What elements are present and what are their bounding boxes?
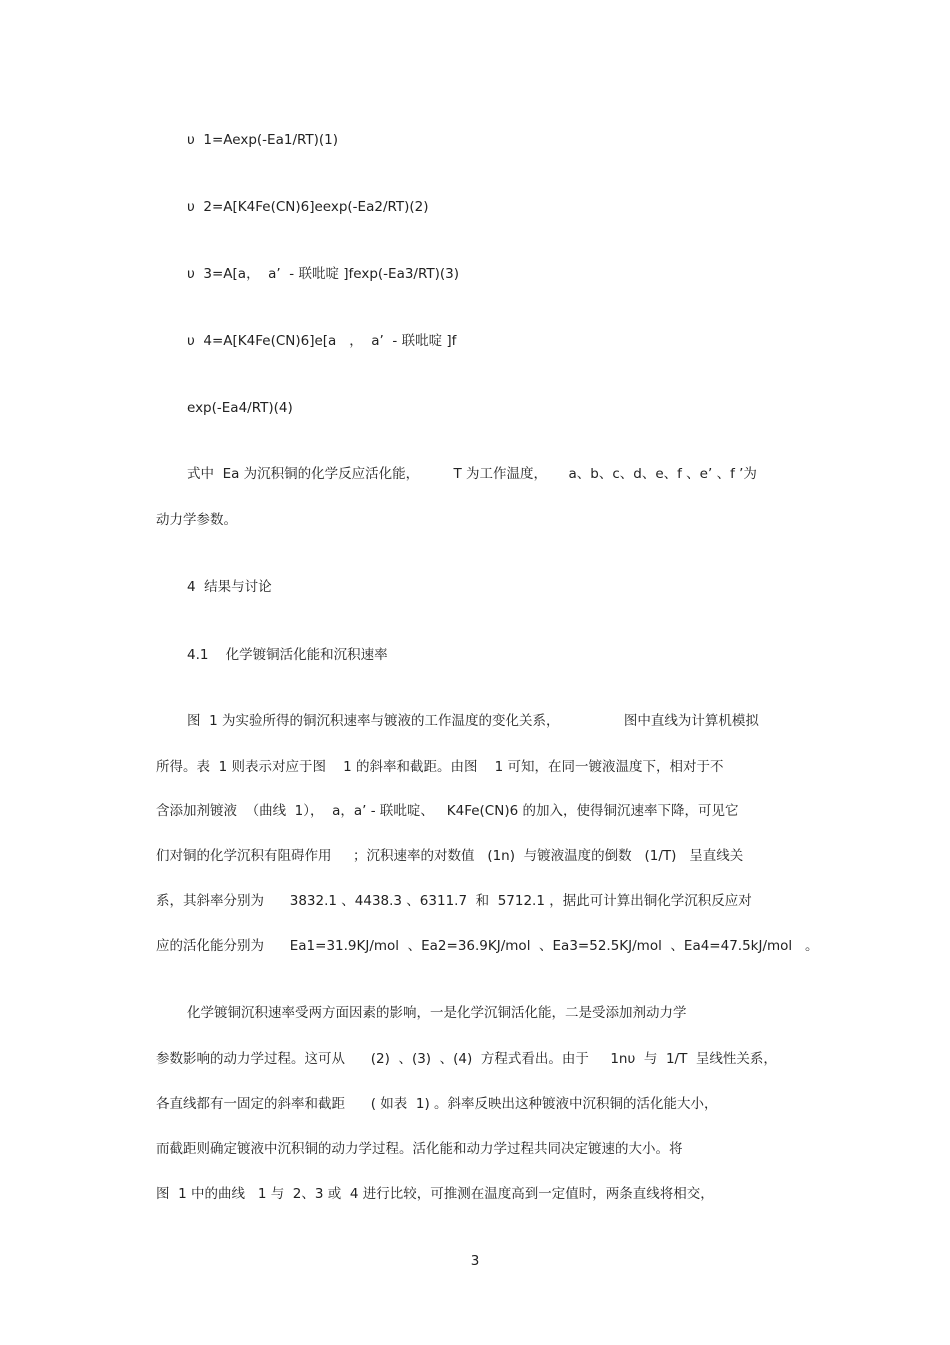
paragraph2-line-3: 各直线都有一固定的斜率和截距 ( 如表 1) 。斜率反映出这种镀液中沉积铜的活化能大小， <box>156 1096 718 1112</box>
paragraph2-line-4: 而截距则确定镀液中沉积铜的动力学过程。活化能和动力学过程共同决定镀速的大小。将 <box>156 1141 683 1157</box>
equation-3: υ 3=A[a， a’ - 联吡啶 ]fexp(-Ea3/RT)(3) <box>187 266 460 282</box>
paragraph2-line-5: 图 1 中的曲线 1 与 2、3 或 4 进行比较，可推测在温度高到一定值时，两条直线将相交， <box>156 1186 714 1202</box>
paragraph1-line-5: 系，其斜率分别为 3832.1 、4438.3 、6311.7 和 5712.1 ，据此可计算出铜化学沉积反应对 <box>156 893 752 909</box>
equation-2: υ 2=A[K4Fe(CN)6]eexp(-Ea2/RT)(2) <box>187 199 429 215</box>
equation-1: υ 1=Aexp(-Ea1/RT)(1) <box>187 132 339 148</box>
paragraph2-line-1: 化学镀铜沉积速率受两方面因素的影响，一是化学沉铜活化能，二是受添加剂动力学 <box>187 1005 687 1021</box>
paragraph1-line-2: 所得。表 1 则表示对应于图 1 的斜率和截距。由图 1 可知，在同一镀液温度下，相对于不 <box>156 759 724 775</box>
subsection-heading: 4.1 化学镀铜活化能和沉积速率 <box>187 647 388 663</box>
paragraph1-line-1: 图 1 为实验所得的铜沉积速率与镀液的工作温度的变化关系， 图中直线为计算机模拟 <box>187 713 759 729</box>
paragraph1-line-4: 们对铜的化学沉积有阻碍作用 ；沉积速率的对数值 (1n) 与镀液温度的倒数 (1/T) 呈直线关 <box>156 848 744 864</box>
paragraph1-line-6: 应的活化能分别为 Ea1=31.9KJ/mol 、Ea2=36.9KJ/mol 、Ea3=52.5KJ/mol 、Ea4=47.5kJ/mol 。 <box>156 938 819 954</box>
section-heading: 4 结果与讨论 <box>187 579 272 595</box>
paragraph1-line-3: 含添加剂镀液 （曲线 1）， a，a’ - 联吡啶、 K4Fe(CN)6 的加入，使得铜沉速率下降，可见它 <box>156 803 739 819</box>
equation-4-continued: exp(-Ea4/RT)(4) <box>187 400 293 416</box>
paragraph2-line-2: 参数影响的动力学过程。这可从 (2) 、(3) 、(4) 方程式看出。由于 1nυ 与 1/T 呈线性关系， <box>156 1051 777 1067</box>
definition-line-2: 动力学参数。 <box>156 512 237 528</box>
definition-line-1: 式中 Ea 为沉积铜的化学反应活化能， T 为工作温度， a、b、c、d、e、f 、e’ 、f ’为 <box>187 466 757 482</box>
equation-4: υ 4=A[K4Fe(CN)6]e[a ， a’ - 联吡啶 ]f <box>187 333 457 349</box>
page-number: 3 <box>470 1253 480 1269</box>
